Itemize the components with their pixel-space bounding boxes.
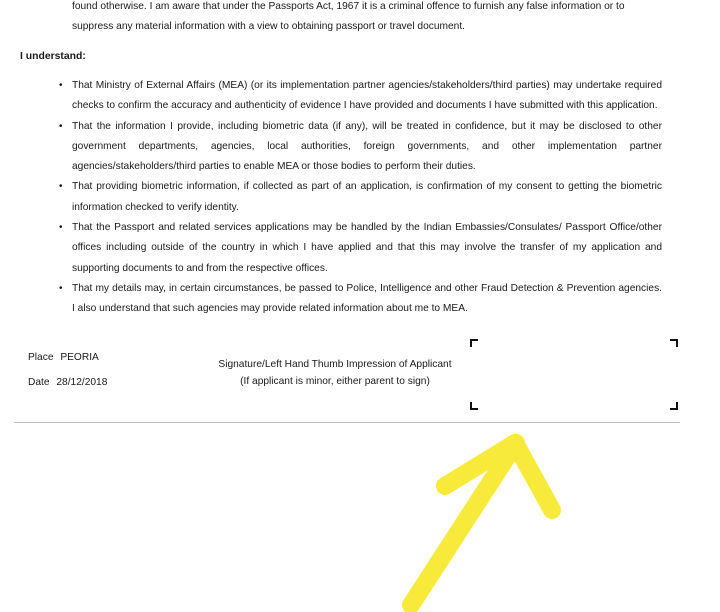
bullet-icon: • <box>59 181 63 193</box>
bullet-icon: • <box>59 80 63 91</box>
list-item-text: That the Passport and related services applications may be handled by the Indian Embassies/Consulates/ Passport Office/other offices including outside of the country in which I have applied and that this may involve the transfer of my application and supporting documents to and from the respective offices. <box>72 222 662 274</box>
list-item-text: That Ministry of External Affairs (MEA) (or its implementation partner agencies/stakeholders/third parties) may undertake required checks to confirm the accuracy and authenticity of evidence I have provided and documents I have submitted with this application. <box>72 80 662 112</box>
bullet-icon: • <box>59 120 63 132</box>
list-item-text: That my details may, in certain circumstances, be passed to Police, Intelligence and other Fraud Detection & Prevention agencies. I also understand that such agencies may provide related information about me to MEA. <box>72 282 662 315</box>
list-item-text: That providing biometric information, if collected as part of an application, is confirmation of my consent to getting the biometric information checked to verify identity. <box>72 181 662 213</box>
date-label: Date <box>28 377 50 388</box>
place-value: PEORIA <box>60 352 99 363</box>
date-value: 28/12/2018 <box>56 377 108 388</box>
bullet-icon: • <box>59 282 63 294</box>
place-label: Place <box>28 352 54 363</box>
understand-heading: I understand: <box>20 51 86 62</box>
signature-note: (If applicant is minor, either parent to sign) <box>240 376 430 387</box>
signature-label: Signature/Left Hand Thumb Impression of Applicant <box>218 359 452 370</box>
intro-line-2: suppress any material information with a view to obtaining passport or travel document. <box>72 21 465 32</box>
list-item-text: That the information I provide, including biometric data (if any), will be treated in confidence, but it may be disclosed to other government departments, agencies, local authorities, foreign governments, and other implementation partner agencies/stakeholders/third parties to enable MEA or those bodies to perform their duties. <box>72 120 662 173</box>
bullet-icon: • <box>59 222 63 234</box>
intro-line-1: found otherwise. I am aware that under the Passports Act, 1967 it is a criminal offence to furnish any false information or to <box>72 1 625 12</box>
